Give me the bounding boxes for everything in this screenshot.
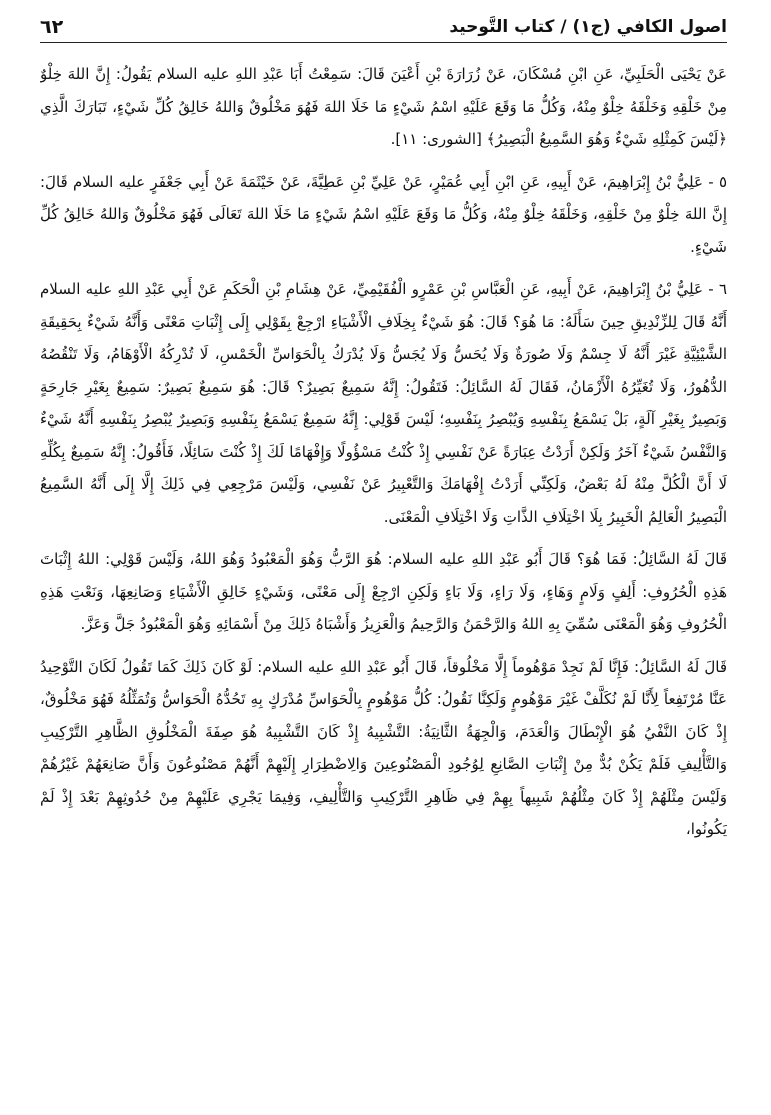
page-body — [40, 58, 727, 1111]
paragraph-dialogue-1: قَالَ لَهُ السَّائِلُ: فَمَا هُوَ؟ قَالَ أَبُو عَبْدِ اللهِ عليه السلام: هُوَ الرَّبُّ وَهُوَ الْمَعْبُودُ وَهُوَ اللهُ، وَلَيْسَ قَوْلِي: اللهُ إِثْبَاتَ هَذِهِ الْحُرُوفِ: أَلِفٍ وَلَامٍ وَهَاءٍ، وَلَا رَاءٍ، وَلَا بَاءٍ وَلَكِنِ ارْجِعْ إِلَى مَعْنًى، وَشَيْءٍ خَالِقِ الْأَشْيَاءِ وَصَانِعِهَا، وَنَعْتِ هَذِهِ الْحُرُوفِ وَهُوَ الْمَعْنَى سُمِّيَ بِهِ اللهُ وَالرَّحْمَنُ وَالرَّحِيمُ وَالْعَزِيزُ وَأَشْبَاهُ ذَلِكَ مِنْ أَسْمَائِهِ وَهُوَ الْمَعْبُودُ جَلَّ وَعَزَّ. — [40, 550, 727, 633]
paragraph-hadith-5: ٥ - عَلِيُّ بْنُ إِبْرَاهِيمَ، عَنْ أَبِيهِ، عَنِ ابْنِ أَبِي عُمَيْرٍ، عَنْ عَلِيِّ بْنِ عَطِيَّةَ، عَنْ خَيْثَمَةَ عَنْ أَبِي جَعْفَرٍ عليه السلام قَالَ: إِنَّ اللهَ خِلْوٌ مِنْ خَلْقِهِ، وَخَلْقَهُ خِلْوٌ مِنْهُ، وَكُلُّ مَا وَقَعَ عَلَيْهِ اسْمُ شَيْءٍ مَا خَلَا اللهَ تَعَالَى فَهُوَ مَخْلُوقٌ وَاللهُ خَالِقُ كُلِّ شَيْءٍ. — [40, 172, 727, 256]
running-title: اصول الكافي (ج١) / كتاب التَّوحيد — [449, 17, 727, 37]
paragraph-dialogue-2: قَالَ لَهُ السَّائِلُ: فَإِنَّا لَمْ نَجِدْ مَوْهُوماً إِلَّا مَخْلُوقاً، قَالَ أَبُو عَبْدِ اللهِ عليه السلام: لَوْ كَانَ ذَلِكَ كَمَا تَقُولُ لَكَانَ التَّوْحِيدُ عَنَّا مُرْتَفِعاً لِأَنَّا لَمْ نُكَلَّفْ غَيْرَ مَوْهُومٍ وَلَكِنَّا نَقُولُ: كُلُّ مَوْهُومٍ بِالْحَوَاسِّ مُدْرَكٍ بِهِ تَحُدُّهُ الْحَوَاسُّ وَتُمَثِّلُهُ فَهُوَ مَخْلُوقٌ، إِذْ كَانَ النَّفْيُ هُوَ الْإِبْطَالَ وَالْعَدَمَ، وَالْجِهَةُ الثَّانِيَةُ: التَّشْبِيهُ إِذْ كَانَ التَّشْبِيهُ هُوَ صِفَةَ الْمَخْلُوقِ الظَّاهِرِ التَّرْكِيبِ وَالتَّأْلِيفِ فَلَمْ يَكُنْ بُدٌّ مِنْ إِثْبَاتِ الصَّانِعِ لِوُجُودِ الْمَصْنُوعِينَ وَالِاضْطِرَارِ إِلَيْهِمْ أَنَّهُمْ مَصْنُوعُونَ وَأَنَّ صَانِعَهُمْ غَيْرُهُمْ وَلَيْسَ مِثْلَهُمْ إِذْ كَانَ مِثْلُهُمْ شَبِيهاً بِهِمْ فِي ظَاهِرِ التَّرْكِيبِ وَالتَّأْلِيفِ، وَفِيمَا يَجْرِي عَلَيْهِمْ مِنْ حُدُوثِهِمْ بَعْدَ إِذْ لَمْ يَكُونُوا، — [40, 657, 727, 838]
page-header — [40, 12, 727, 42]
paragraph-hadith-6: ٦ - عَلِيُّ بْنُ إِبْرَاهِيمَ، عَنْ أَبِيهِ، عَنِ الْعَبَّاسِ بْنِ عَمْرٍو الْفُقَيْمِيِّ، عَنْ هِشَامِ بْنِ الْحَكَمِ عَنْ أَبِي عَبْدِ اللهِ عليه السلام أَنَّهُ قَالَ لِلزِّنْدِيقِ حِينَ سَأَلَهُ: مَا هُوَ؟ قَالَ: هُوَ شَيْءٌ بِخِلَافِ الْأَشْيَاءِ ارْجِعْ بِقَوْلِي إِلَى إِثْبَاتِ مَعْنًى وَأَنَّهُ شَيْءٌ بِحَقِيقَةِ الشَّيْئِيَّةِ غَيْرَ أَنَّهُ لَا جِسْمٌ وَلَا صُورَةٌ وَلَا يُحَسُّ وَلَا يُجَسُّ وَلَا يُدْرَكُ بِالْحَوَاسِّ الْخَمْسِ، لَا تُدْرِكُهُ الْأَوْهَامُ، وَلَا تَنْقُصُهُ الدُّهُورُ، وَلَا تُغَيِّرُهُ الْأَزْمَانُ، فَقَالَ لَهُ السَّائِلُ: فَتَقُولُ: إِنَّهُ سَمِيعٌ بَصِيرٌ؟ قَالَ: هُوَ سَمِيعٌ بَصِيرٌ: سَمِيعٌ بِغَيْرِ جَارِحَةٍ وَبَصِيرٌ بِغَيْرِ آلَةٍ، بَلْ يَسْمَعُ بِنَفْسِهِ وَيُبْصِرُ بِنَفْسِهِ؛ لَيْسَ قَوْلِي: إِنَّهُ سَمِيعٌ يَسْمَعُ بِنَفْسِهِ وَبَصِيرٌ يُبْصِرُ بِنَفْسِهِ أَنَّهُ شَيْءٌ وَالنَّفْسُ شَيْءٌ آخَرُ وَلَكِنْ أَرَدْتُ عِبَارَةً عَنْ نَفْسِي إِذْ كُنْتُ مَسْؤُولًا وَإِفْهَامًا لَكَ إِذْ كُنْتَ سَائِلًا، فَأَقُولُ: إِنَّهُ سَمِيعٌ بِكُلِّهِ لَا أَنَّ الْكُلَّ مِنْهُ لَهُ بَعْضٌ، وَلَكِنِّي أَرَدْتُ إِفْهَامَكَ وَالتَّعْبِيرُ عَنْ نَفْسِي، وَلَيْسَ مَرْجِعِي فِي ذَلِكَ إِلَّا إِلَى أَنَّهُ السَّمِيعُ الْبَصِيرُ الْعَالِمُ الْخَبِيرُ بِلَا اخْتِلَافِ الذَّاتِ وَلَا اخْتِلَافِ الْمَعْنَى. — [40, 280, 727, 526]
header-rule — [40, 42, 727, 43]
paragraph-hadith-4-continued: عَنْ يَحْيَى الْحَلَبِيِّ، عَنِ ابْنِ مُسْكَانَ، عَنْ زُرَارَةَ بْنِ أَعْيَنَ قَالَ: سَمِعْتُ أَبَا عَبْدِ اللهِ عليه السلام يَقُولُ: إِنَّ اللهَ خِلْوٌ مِنْ خَلْقِهِ وَخَلْقَهُ خِلْوٌ مِنْهُ، وَكُلُّ مَا وَقَعَ عَلَيْهِ اسْمُ شَيْءٍ مَا خَلَا اللهَ فَهُوَ مَخْلُوقٌ وَاللهُ خَالِقُ كُلِّ شَيْءٍ، تَبَارَكَ الَّذِي ﴿لَيْسَ كَمِثْلِهِ شَيْءٌ وَهُوَ السَّمِيعُ الْبَصِيرُ﴾ [الشورى: ١١]. — [40, 65, 727, 148]
page-number: ٦٢ — [40, 16, 64, 38]
